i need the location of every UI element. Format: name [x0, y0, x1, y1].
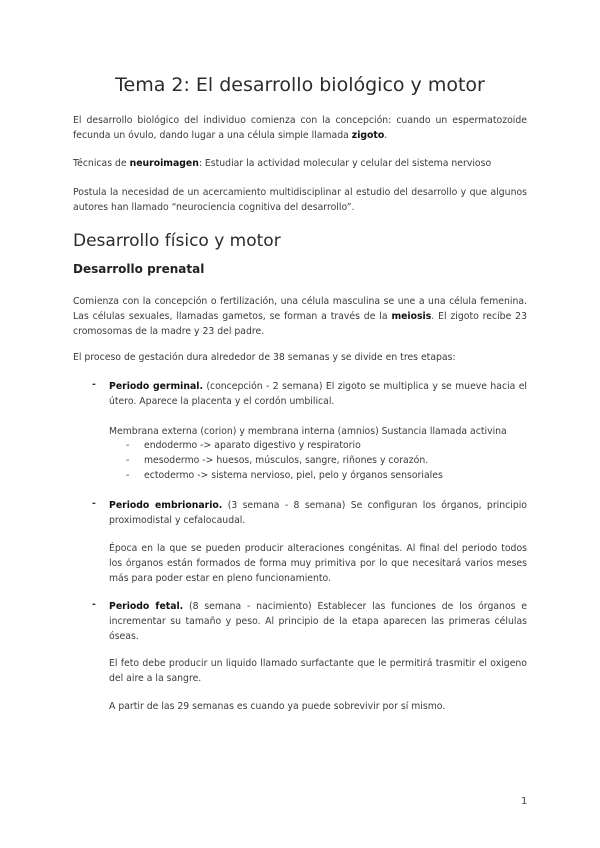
section-heading: Desarrollo físico y motor — [73, 231, 281, 251]
page-title: Tema 2: El desarrollo biológico y motor — [115, 74, 485, 96]
dash-marker: - — [126, 470, 130, 481]
intro-paragraph-3: Postula la necesidad de un acercamiento multidisciplinar al estudio del desarrollo y que algunos autores han llamado “neurociencia cognitiva del desarrollo”. — [73, 187, 527, 213]
dash-marker: - — [126, 440, 130, 451]
page-number: 1 — [521, 796, 528, 807]
embrionario-label: Periodo embrionario. — [109, 500, 223, 511]
fetal-label: Periodo fetal. — [109, 601, 184, 612]
embrionario-text: (3 semana - 8 semana) Se configuran los órganos, principio proximodistal y cefalocaudal. — [109, 500, 527, 526]
germinal-label: Periodo germinal. — [109, 381, 203, 392]
prenatal-paragraph-2: El proceso de gestación dura alrededor de 38 semanas y se divide en tres etapas: — [73, 352, 456, 363]
subsection-heading: Desarrollo prenatal — [73, 262, 205, 276]
bullet-germinal: - — [92, 379, 96, 390]
intro-p1-end: . — [384, 130, 388, 141]
intro-paragraph-1 — [73, 113, 527, 143]
bullet-fetal: - — [92, 599, 96, 610]
prenatal-paragraph-1 — [73, 294, 527, 339]
germinal-paragraph — [109, 379, 527, 409]
embrionario-paragraph-2: Época en la que se pueden producir alteraciones congénitas. Al final del periodo todos los órganos están formados de forma muy primitiva por lo que necesitará varios meses más para poder estar en pleno funcionamiento. — [109, 543, 527, 584]
intro-p1-bold: zigoto — [351, 130, 385, 141]
fetal-paragraph-2: El feto debe producir un liquido llamado surfactante que le permitirá trasmitir el oxigeno del aire a la sangre. — [109, 658, 527, 684]
fetal-text: (8 semana - nacimiento) Establecer las funciones de los órganos e incrementar su tamaño y peso. Al principio de la etapa aparecen las primeras células óseas. — [109, 601, 527, 642]
intro-paragraph-2 — [73, 156, 527, 171]
germ-layer-text: endodermo -> aparato digestivo y respiratorio — [144, 440, 361, 451]
intro-p2-bold: neuroimagen — [129, 158, 199, 169]
germ-layer-item — [126, 468, 443, 483]
dash-marker: - — [126, 455, 130, 466]
germ-layer-text: mesodermo -> huesos, músculos, sangre, riñones y corazón. — [144, 455, 429, 466]
germinal-text: (concepción - 2 semana) El zigoto se multiplica y se mueve hacia el útero. Aparece la placenta y el cordón umbilical. — [109, 381, 528, 407]
embrionario-paragraph — [109, 498, 527, 528]
fetal-paragraph-3: A partir de las 29 semanas es cuando ya puede sobrevivir por sí mismo. — [109, 701, 446, 712]
germ-layer-item — [126, 438, 361, 453]
germ-layer-text: ectodermo -> sistema nervioso, piel, pelo y órganos sensoriales — [144, 470, 443, 481]
fetal-paragraph — [109, 599, 527, 644]
prenatal-p1-end: . El zigoto recibe 23 cromosomas de la madre y 23 del padre. — [73, 311, 527, 337]
germinal-membrana: Membrana externa (corion) y membrana interna (amnios) Sustancia llamada activina — [109, 426, 507, 437]
bullet-embrionario: - — [92, 498, 96, 509]
prenatal-p1-bold: meiosis — [391, 311, 432, 322]
prenatal-p1-text: Comienza con la concepción o fertilización, una célula masculina se une a una célula femenina. Las células sexuales, llamadas gametos, se forman a través de la — [73, 296, 527, 322]
intro-p1-text: El desarrollo biológico del individuo comienza con la concepción: cuando un espermatozoide fecunda un óvulo, dando lugar a una célula simple llamada — [73, 115, 527, 141]
intro-p2-text: Técnicas de — [73, 158, 130, 169]
intro-p2-end: : Estudiar la actividad molecular y celular del sistema nervioso — [198, 158, 492, 169]
germ-layer-item — [126, 453, 428, 468]
